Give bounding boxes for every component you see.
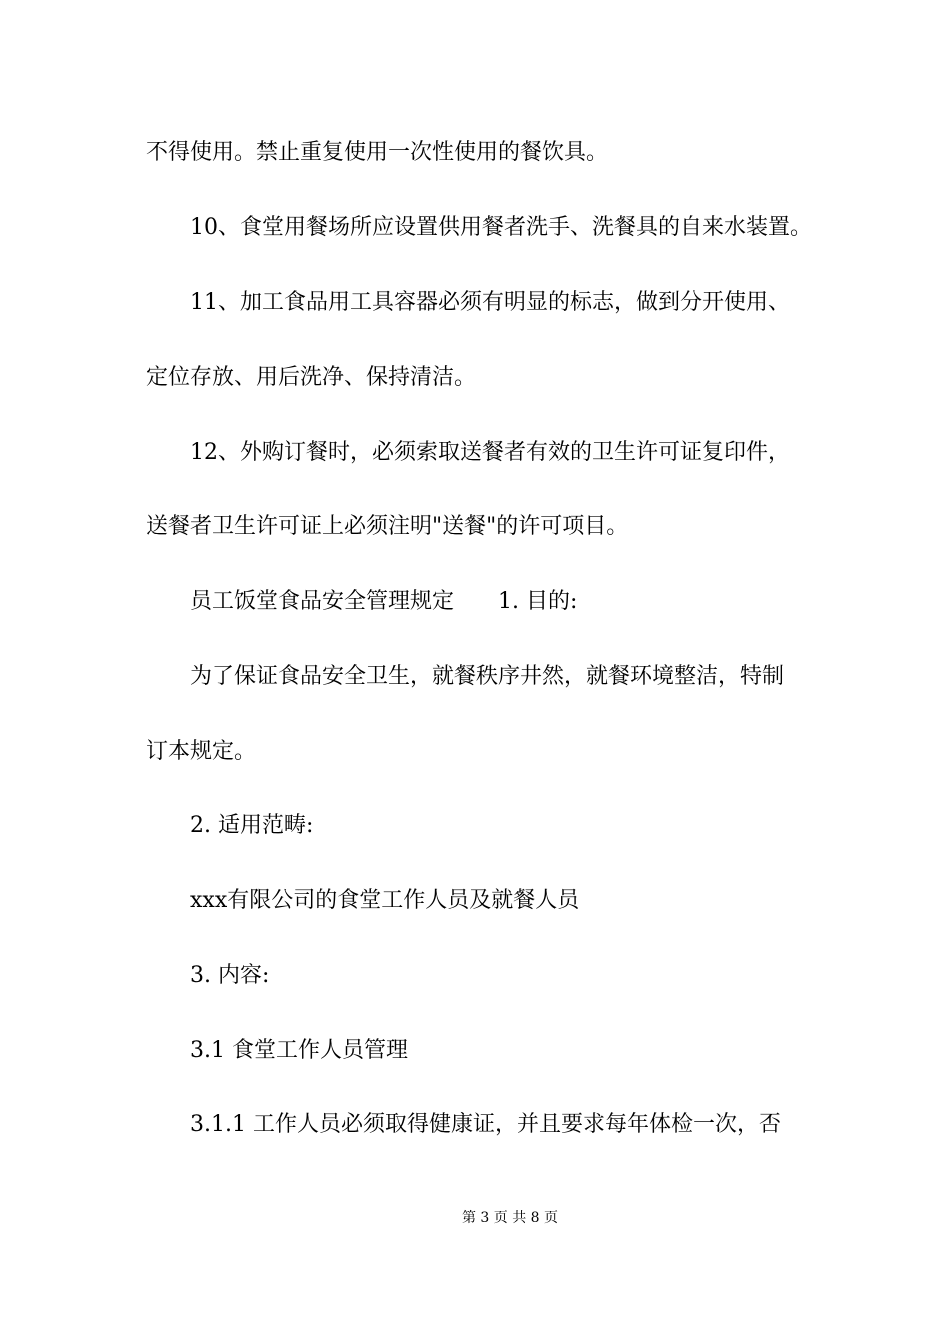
page-footer: 第 3 页 共 8 页 xyxy=(461,1210,559,1226)
paragraph-line: 12、外购订餐时，必须索取送餐者有效的卫生许可证复印件， xyxy=(190,440,790,465)
section-heading: 2. 适用范畴: xyxy=(190,813,314,838)
section-item: 1. 目的: xyxy=(498,589,578,614)
paragraph-line: 不得使用。禁止重复使用一次性使用的餐饮具。 xyxy=(146,140,609,165)
subsection-heading: 3.1 食堂工作人员管理 xyxy=(190,1038,408,1063)
paragraph-line: 送餐者卫生许可证上必须注明"送餐"的许可项目。 xyxy=(146,514,629,539)
paragraph-line: 定位存放、用后洗净、保持清洁。 xyxy=(146,365,477,390)
paragraph-line: xxx有限公司的食堂工作人员及就餐人员 xyxy=(190,888,580,913)
section-heading-line xyxy=(190,587,577,617)
section-heading: 3. 内容: xyxy=(190,963,270,988)
paragraph-line: 11、加工食品用工具容器必须有明显的标志，做到分开使用、 xyxy=(190,290,790,315)
paragraph-line: 3.1.1 工作人员必须取得健康证，并且要求每年体检一次，否 xyxy=(190,1112,781,1137)
paragraph-line: 10、食堂用餐场所应设置供用餐者洗手、洗餐具的自来水装置。 xyxy=(190,215,812,240)
paragraph-line: 订本规定。 xyxy=(146,739,257,764)
paragraph-line: 为了保证食品安全卫生，就餐秩序井然，就餐环境整洁，特制 xyxy=(190,664,785,689)
document-title: 员工饭堂食品安全管理规定 xyxy=(190,589,455,614)
